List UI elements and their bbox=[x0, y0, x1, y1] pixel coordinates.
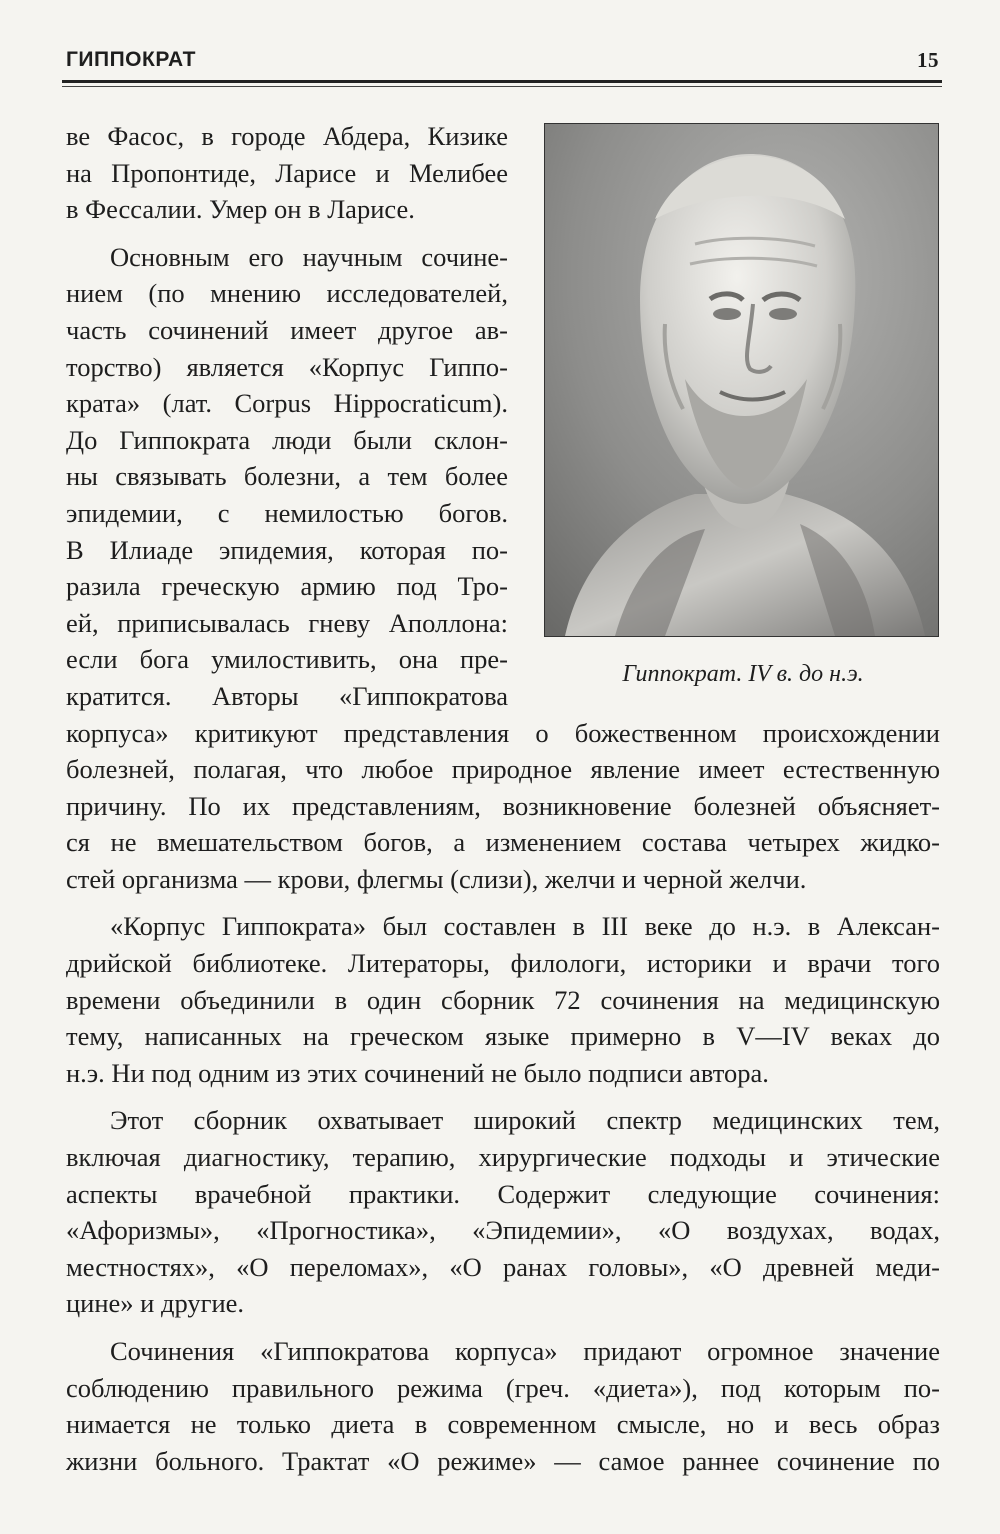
text-line: Сочинения «Гиппократова корпуса» придают огромное значение bbox=[110, 1336, 940, 1366]
text-line: соблюдению правильного режима (греч. «диета»), под которым по- bbox=[66, 1372, 940, 1403]
text-line: аспекты врачебной практики. Содержит следующие сочинения: bbox=[66, 1178, 940, 1209]
text-line: включая диагностику, терапию, хирургические подходы и этические bbox=[66, 1142, 940, 1173]
text-line: в Фессалии. Умер он в Ларисе. bbox=[66, 194, 415, 225]
text-line: причину. По их представлениям, возникновение болезней объясняет- bbox=[66, 790, 940, 821]
paragraph-5 bbox=[66, 1333, 940, 1479]
text-line: стей организма — крови, флегмы (слизи), желчи и черной желчи. bbox=[66, 863, 807, 894]
running-header-title: ГИППОКРАТ bbox=[66, 48, 196, 71]
text-line: цине» и другие. bbox=[66, 1288, 245, 1319]
text-line: жизни больного. Трактат «О режиме» — самое раннее сочинение по bbox=[66, 1445, 940, 1476]
paragraph-3 bbox=[66, 908, 940, 1091]
text-line: разила греческую армию под Тро- bbox=[66, 571, 508, 602]
text-line: В Илиаде эпидемия, которая по- bbox=[66, 534, 508, 565]
running-header bbox=[66, 44, 939, 78]
body-text bbox=[66, 118, 940, 1479]
paragraph-2 bbox=[66, 239, 940, 898]
text-line: если бога умилостивить, она пре- bbox=[66, 644, 508, 675]
text-line: «Корпус Гиппократа» был составлен в III веке до н.э. в Алексан- bbox=[110, 911, 940, 942]
text-line: н.э. Ни под одним из этих сочинений не было подписи автора. bbox=[66, 1057, 769, 1088]
text-line: ны связывать болезни, а тем более bbox=[66, 461, 508, 492]
text-line: кратится. Авторы «Гиппократова bbox=[66, 680, 508, 711]
text-line: времени объединили в один сборник 72 сочинения на медицинскую bbox=[66, 984, 940, 1015]
text-line: тему, написанных на греческом языке примерно в V—IV веках до bbox=[66, 1021, 940, 1052]
text-line: эпидемии, с немилостью богов. bbox=[66, 497, 508, 528]
text-line: местностях», «О переломах», «О ранах головы», «О древней меди- bbox=[66, 1251, 940, 1282]
text-line: «Афоризмы», «Прогностика», «Эпидемии», «О воздухах, водах, bbox=[66, 1215, 940, 1246]
text-line: торство) является «Корпус Гиппо- bbox=[66, 351, 508, 382]
text-line: ве Фасос, в городе Абдера, Кизике bbox=[66, 121, 508, 151]
text-line: дрийской библиотеке. Литераторы, филологи, историки и врачи того bbox=[66, 948, 940, 979]
text-line: крата» (лат. Corpus Hippocraticum). bbox=[66, 388, 508, 419]
page-number: 15 bbox=[917, 48, 939, 72]
text-line: нимается не только диета в современном смысле, но и весь образ bbox=[66, 1409, 940, 1440]
text-line: болезней, полагая, что любое природное явление имеет естественную bbox=[66, 754, 940, 785]
text-line: на Пропонтиде, Ларисе и Мелибее bbox=[66, 157, 508, 188]
text-line: Основным его научным сочине- bbox=[110, 241, 508, 272]
header-rule-thin bbox=[62, 86, 942, 87]
text-line: корпуса» критикуют представления о божественном происхождении bbox=[66, 717, 940, 748]
text-line: ся не вмешательством богов, а изменением состава четырех жидко- bbox=[66, 827, 940, 858]
text-line: Этот сборник охватывает широкий спектр медицинских тем, bbox=[110, 1105, 940, 1136]
text-line: До Гиппократа люди были склон- bbox=[66, 424, 508, 455]
header-rule-thick bbox=[62, 80, 942, 83]
paragraph-1 bbox=[66, 118, 940, 228]
paragraph-4 bbox=[66, 1102, 940, 1322]
text-line: часть сочинений имеет другое ав- bbox=[66, 314, 508, 345]
text-line: нием (по мнению исследователей, bbox=[66, 278, 508, 309]
figure-caption: Гиппократ. IV в. до н.э. bbox=[622, 661, 864, 687]
text-line: ей, приписывалась гневу Аполлона: bbox=[66, 607, 508, 638]
